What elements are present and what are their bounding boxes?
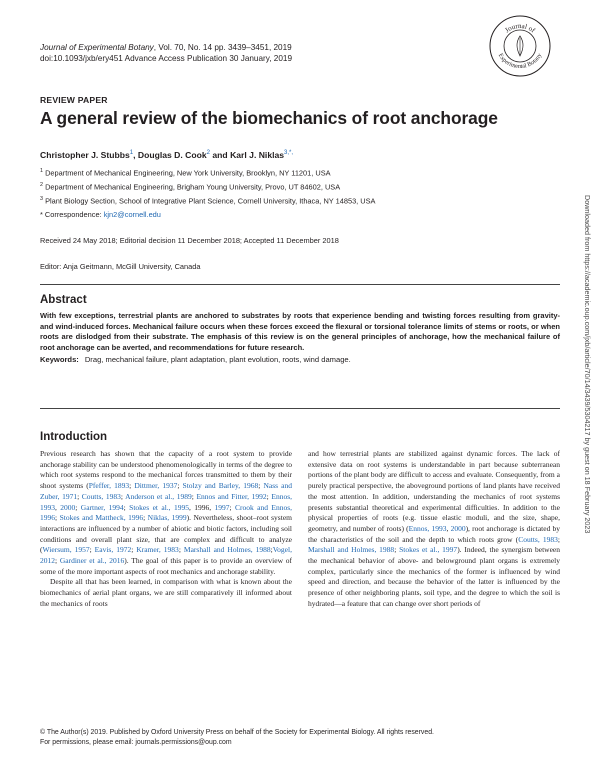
- author-list: [40, 150, 293, 160]
- intro-paragraph: Previous research has shown that the capacity of a root system to provide anchorage stability can be understood phenomenologically in terms of the degree to which root systems respond to the mechanical forces transmitted to them by their shoot systems (Pfeffer, 1893; Dittmer, 1937; Stolzy and Barley, 1968; Nass and Zuber, 1971; Coutts, 1983; Anderson et al., 1989; Ennos and Fitter, 1992; Ennos, 1993, 2000; Gartner, 1994; Stokes et al., 1995, 1996, 1997; Crook and Ennos, 1996; Stokes and Mattheck, 1996; Niklas, 1999). Nevertheless, shoot–root system interactions are influenced by a number of abiotic and biotic factors, including soil conditions and overall plant size, that are complex and difficult to analyze (Wiersum, 1957; Eavis, 1972; Kramer, 1983; Marshall and Holmes, 1988;Vogel, 2012; Gardiner et al., 2016). The goal of this paper is to provide an overview of some of the more important aspects of root mechanics and anchorage stability.: [40, 449, 293, 576]
- abstract-body: With few exceptions, terrestrial plants are anchored to substrates by roots that experience bending and twisting forces resulting from gravity- and wind-induced forces. Mechanical failure occurs when these forces exceed the flexural or torsional tolerance limits of stems or roots, or when roots are dislodged from their substrate. The emphasis of this review is on the general principles of anchorage, how the mechanical failure of root anchorage can be averted, and recommendations for future research.: [40, 311, 560, 352]
- author-name: Douglas D. Cook: [137, 150, 207, 160]
- citation-link[interactable]: Anderson et al., 1989: [125, 491, 192, 501]
- author-name: Christopher J. Stubbs: [40, 150, 130, 160]
- copyright-notice: © The Author(s) 2019. Published by Oxford University Press on behalf of the Society for Experimental Biology. All rights reserved.: [40, 729, 434, 736]
- citation-link[interactable]: 2000: [60, 502, 76, 512]
- keywords-label: Keywords:: [40, 355, 79, 364]
- affiliation-text: Department of Mechanical Engineering, New York University, Brooklyn, NY 11201, USA: [45, 168, 331, 178]
- correspondence-email-link[interactable]: kjn2@cornell.edu: [103, 210, 161, 219]
- keywords-list: Drag, mechanical failure, plant adaptation, plant evolution, roots, wind damage.: [84, 355, 351, 364]
- editor-line: Editor: Anja Geitmann, McGill University, Canada: [40, 262, 201, 271]
- svg-text:Journal of: [503, 22, 537, 35]
- affiliation: [40, 180, 340, 192]
- author-name: Karl J. Niklas: [230, 150, 285, 160]
- logo-top-text: Journal of: [503, 21, 537, 35]
- affiliation: [40, 194, 376, 206]
- permissions-notice: [40, 739, 232, 746]
- correspondence: [40, 210, 161, 220]
- doi-line: doi:10.1093/jxb/ery451 Advance Access Publication 30 January, 2019: [40, 54, 293, 63]
- citation-link[interactable]: Wiersum, 1957: [42, 545, 90, 555]
- affiliation-number: 2: [40, 182, 43, 188]
- download-note: Downloaded from https://academic.oup.com/jxb/article/70/14/3439/5304217 by guest on 18 February 2023: [583, 195, 592, 534]
- journal-logo: [488, 14, 552, 78]
- citation-link[interactable]: Eavis, 1972: [94, 545, 132, 555]
- citation-link[interactable]: Dittmer, 1937: [134, 481, 178, 491]
- abstract-heading: Abstract: [40, 294, 87, 306]
- citation-link[interactable]: Marshall and Holmes, 1988: [308, 545, 395, 555]
- citation-link[interactable]: Stokes et al., 1997: [399, 545, 458, 555]
- correspondence-label: * Correspondence:: [40, 210, 104, 219]
- journal-details: , Vol. 70, No. 14 pp. 3439–3451, 2019: [153, 43, 292, 52]
- affiliation-text: Plant Biology Section, School of Integrative Plant Science, Cornell University, Ithaca, NY 14853, USA: [45, 196, 376, 206]
- keywords: [40, 355, 351, 364]
- citation-link[interactable]: Kramer, 1983: [136, 545, 179, 555]
- citation-link[interactable]: 2000: [450, 523, 466, 533]
- citation-link[interactable]: Nass and Zuber, 1971: [40, 481, 292, 501]
- introduction-heading: Introduction: [40, 431, 108, 443]
- author-affiliation-link[interactable]: 3,*,: [284, 150, 294, 157]
- citation-link[interactable]: Ennos, 1993: [408, 523, 447, 533]
- journal-citation: [40, 42, 400, 53]
- citation-link[interactable]: Stolzy and Barley, 1968: [182, 481, 259, 491]
- citation-link[interactable]: Stokes et al., 1995: [129, 502, 189, 512]
- author-affiliation-link[interactable]: 1: [129, 150, 134, 157]
- abstract-bottom-divider: [40, 408, 560, 409]
- affiliation-text: Department of Mechanical Engineering, Brigham Young University, Provo, UT 84602, USA: [45, 182, 341, 192]
- affiliation: [40, 166, 331, 178]
- affiliation-number: 1: [40, 168, 43, 174]
- citation-link[interactable]: Vogel, 2012: [40, 545, 292, 566]
- citation-link[interactable]: Crook and Ennos, 1996: [40, 502, 293, 523]
- citation-link[interactable]: Ennos, 1993: [40, 491, 292, 512]
- intro-paragraph: and how terrestrial plants are stabilized against dynamic forces. The lack of extensive data on root systems is understandable in part because subterranean portions of the plant body are difficult to access and evaluate. Consequently, from a purely practical perspective, the aboveground portions of land plants have received the most attention. In addition, understanding the mechanics of root systems presents substantial theoretical and experimental difficulties. In addition to the physical properties of roots (e.g. tissue elastic moduli, and the size, shape, geometry, and number of roots) (Ennos, 1993, 2000), root anchorage is dictated by the characteristics of the soil and the depth to which roots grow (Coutts, 1983; Marshall and Holmes, 1988; Stokes et al., 1997). Indeed, the synergism between the mechanical behavior of above- and belowground plant organs is extremely complex, particularly since the mechanics of the former is influenced by wind speed and direction, and because the behavior of the latter is influenced by the presence of other neighboring plants, soil type, and the degree to which the soil is hydrated—a feature that can change over short periods of: [308, 449, 561, 608]
- citation-link[interactable]: Marshall and Holmes, 1988: [183, 545, 271, 555]
- citation-link[interactable]: Stokes and Mattheck, 1996: [59, 513, 144, 523]
- citation-link[interactable]: Coutts, 1983: [518, 534, 558, 544]
- affiliation-number: 3: [40, 196, 43, 202]
- citation-link[interactable]: Pfeffer, 1893: [88, 481, 130, 491]
- logo-bottom-text: Experimental Botany: [496, 52, 544, 71]
- article-title: A general review of the biomechanics of root anchorage: [40, 108, 498, 128]
- permissions-email[interactable]: journals.permissions@oup.com: [135, 739, 232, 746]
- left-column: [40, 449, 292, 610]
- download-sidebar: [582, 195, 592, 585]
- right-column: [308, 449, 560, 610]
- journal-name: Journal of Experimental Botany: [40, 43, 154, 52]
- citation-link[interactable]: Ennos and Fitter, 1992: [196, 491, 267, 501]
- citation-link[interactable]: 1997: [214, 502, 230, 512]
- article-dates: Received 24 May 2018; Editorial decision 11 December 2018; Accepted 11 December 2018: [40, 236, 339, 245]
- author-separator: and: [210, 150, 231, 160]
- journal-logo-seal: [488, 14, 552, 78]
- journal-header: [40, 42, 400, 64]
- citation-link[interactable]: Gardiner et al., 2016: [59, 556, 125, 566]
- author-affiliation-link[interactable]: 2: [206, 150, 210, 157]
- citation-link[interactable]: Gartner, 1994: [80, 502, 124, 512]
- citation-link[interactable]: Niklas, 1999: [147, 513, 187, 523]
- author-separator: ,: [133, 150, 138, 160]
- intro-paragraph: Despite all that has been learned, in comparison with what is known about the biomechanics of aerial plant organs, we are still comparatively ill informed about the mechanics of roots: [40, 577, 292, 608]
- abstract-top-divider: [40, 284, 560, 285]
- permissions-label: For permissions, please email:: [40, 739, 136, 746]
- citation-link[interactable]: Coutts, 1983: [81, 491, 121, 501]
- section-label: REVIEW PAPER: [40, 95, 108, 105]
